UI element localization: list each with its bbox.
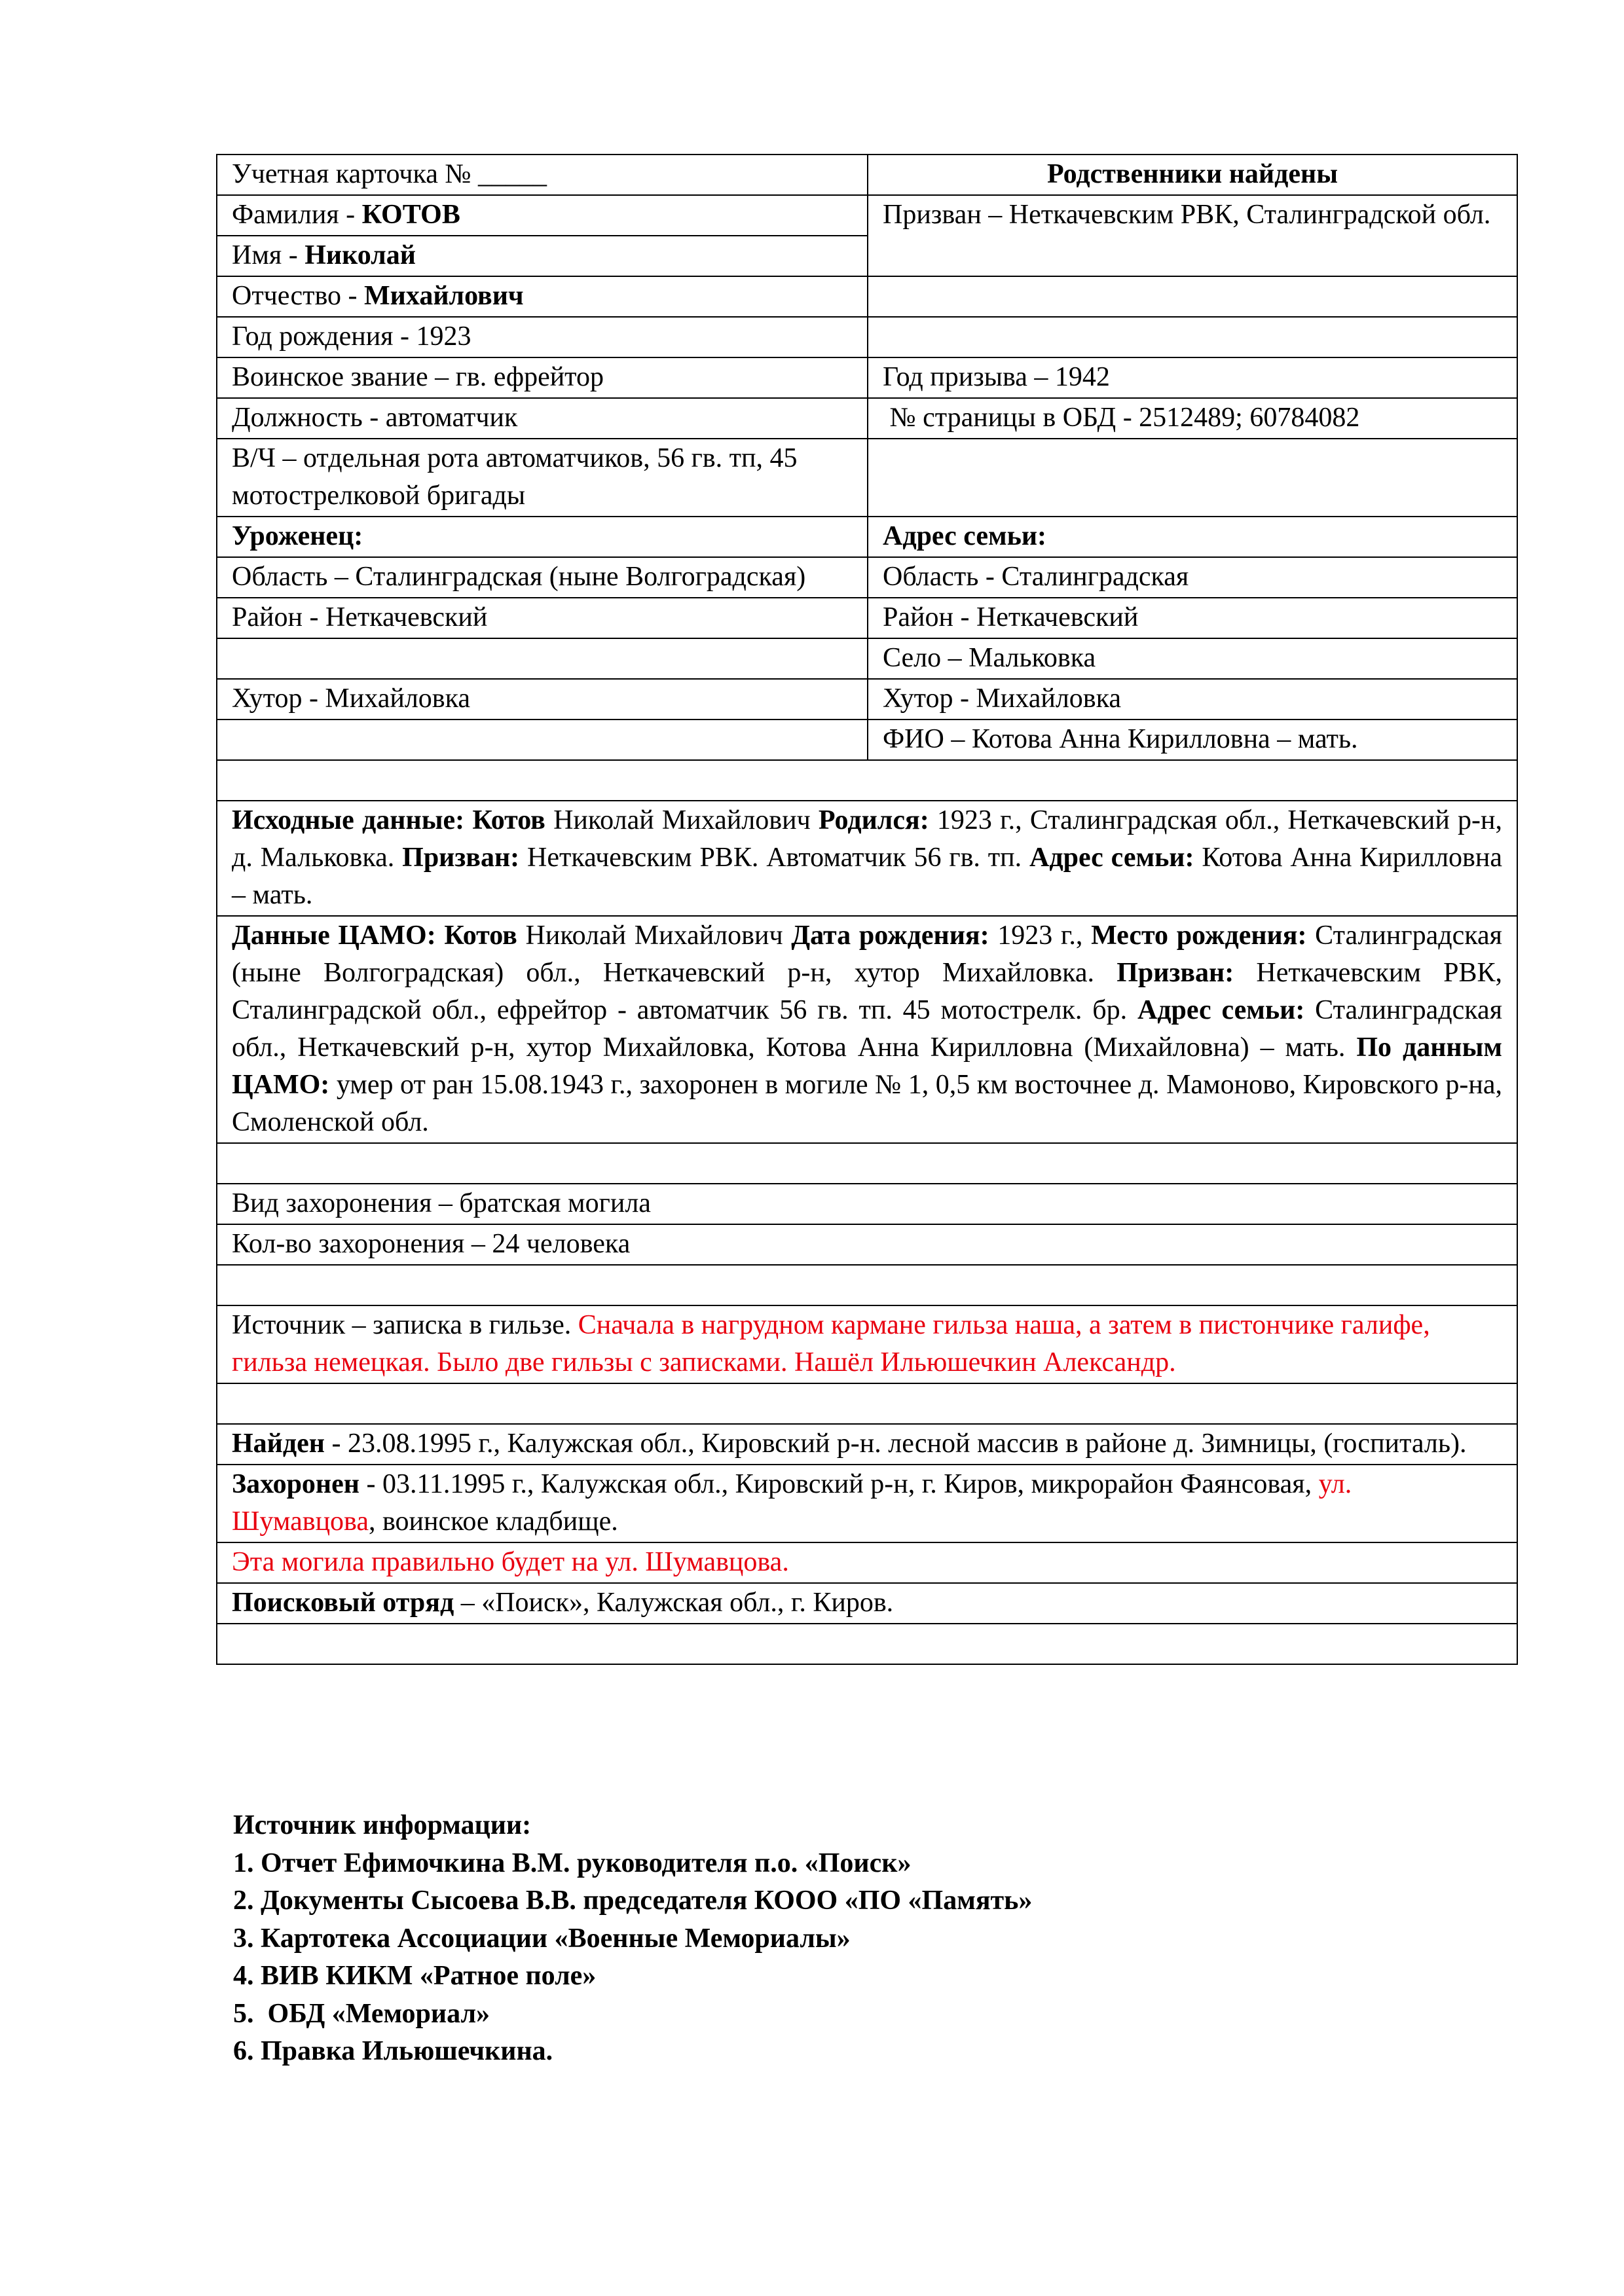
found-label: Найден xyxy=(232,1429,325,1459)
tsamo-text: умер от ран 15.08.1943 г., захоронен в могиле № 1, 0,5 км восточнее д. Мамоново, Кировского р-на, Смоленской обл. xyxy=(232,1070,1502,1137)
name-value: Николай xyxy=(304,240,416,270)
spacer-row xyxy=(217,1143,1517,1184)
buried-text: , воинское кладбище. xyxy=(368,1506,618,1537)
search-team-label: Поисковый отряд xyxy=(232,1588,454,1618)
birthplace-label: Место рождения: xyxy=(1091,920,1307,951)
tsamo-source-label: По данным ЦАМО: xyxy=(232,1032,1502,1100)
position: Должность - автоматчик xyxy=(217,398,868,439)
region-row xyxy=(217,557,1517,598)
search-team-row xyxy=(217,1583,1517,1624)
family-district: Район - Неткачевский xyxy=(868,598,1517,638)
source-data-paragraph xyxy=(217,801,1517,916)
patronymic-cell xyxy=(217,276,868,317)
origin-title: Уроженец: xyxy=(217,517,868,557)
family-region: Область - Сталинградская xyxy=(868,557,1517,598)
info-sources-list xyxy=(233,1807,1477,2071)
info-sources-title: Источник информации: xyxy=(233,1810,532,1840)
empty-cell xyxy=(868,276,1517,317)
source-data-text: Неткачевским РВК. Автоматчик 56 гв. тп. xyxy=(519,843,1030,873)
record-card-table xyxy=(216,154,1518,1665)
spacer-row xyxy=(217,760,1517,801)
family-village: Село – Мальковка xyxy=(868,638,1517,679)
tsamo-text: Николай Михайлович xyxy=(517,920,792,951)
origin-khutor: Хутор - Михайловка xyxy=(217,679,868,720)
street-name: ул. Шумавцова xyxy=(232,1469,1352,1537)
found-row xyxy=(217,1424,1517,1465)
spacer-row xyxy=(217,1383,1517,1424)
burial-count-row xyxy=(217,1224,1517,1265)
drafted-label: Призван: xyxy=(1116,958,1234,988)
surname-value: КОТОВ xyxy=(361,200,460,230)
card-number: _____ xyxy=(477,159,547,189)
info-source-item: 5. ОБД «Мемориал» xyxy=(233,1998,490,2029)
empty-cell xyxy=(217,720,868,760)
buried-text: - 03.11.1995 г., Калужская обл., Кировский р-н, г. Киров, микрорайон Фаянсовая, xyxy=(359,1469,1319,1499)
source-data-text: 1923 г., Сталинградская обл., Неткачевский р-н, д. Мальковка. xyxy=(232,805,1503,873)
drafted-by: Призван – Неткачевским РВК, Сталинградской обл. xyxy=(868,195,1517,276)
rank-row xyxy=(217,357,1517,398)
burial-type: Вид захоронения – братская могила xyxy=(217,1184,1517,1224)
patronymic-row xyxy=(217,276,1517,317)
card-number-label: Учетная карточка № xyxy=(232,159,478,189)
buried-label: Захоронен xyxy=(232,1469,360,1499)
section-titles-row xyxy=(217,517,1517,557)
position-row xyxy=(217,398,1517,439)
tsamo-text: Сталинградская (ныне Волгоградская) обл., Неткачевский р-н, хутор Михайловка. xyxy=(232,920,1502,988)
burial-type-row xyxy=(217,1184,1517,1224)
origin-district: Район - Неткачевский xyxy=(217,598,868,638)
info-source-item: 1. Отчет Ефимочкина В.М. руководителя п.о. «Поиск» xyxy=(233,1848,912,1878)
khutor-row xyxy=(217,679,1517,720)
note-row xyxy=(217,1305,1517,1383)
search-team-paragraph xyxy=(217,1583,1517,1624)
card-header-row xyxy=(217,155,1517,195)
surname-row xyxy=(217,195,1517,236)
military-rank: Воинское звание – гв. ефрейтор xyxy=(217,357,868,398)
village-row xyxy=(217,638,1517,679)
obd-pages: № страницы в ОБД - 2512489; 60784082 xyxy=(868,398,1517,439)
info-source-item: 4. ВИВ КИКМ «Ратное поле» xyxy=(233,1961,597,1991)
tsamo-surname: Котов xyxy=(435,920,517,951)
source-data-text: Николай Михайлович xyxy=(545,805,819,835)
surname-label: Фамилия - xyxy=(232,200,362,230)
draft-year: Год призыва – 1942 xyxy=(868,357,1517,398)
relative-fio-row xyxy=(217,720,1517,760)
tsamo-text: Сталинградская обл., Неткачевский р-н, хутор Михайловка, Котова Анна Кирилловна (Михайловна) – мать. xyxy=(232,995,1503,1063)
birth-year-row xyxy=(217,317,1517,357)
surname-cell xyxy=(217,195,868,236)
tsamo-paragraph xyxy=(217,916,1517,1143)
note-paragraph xyxy=(217,1305,1517,1383)
family-address-title: Адрес семьи: xyxy=(868,517,1517,557)
spacer-row xyxy=(217,1265,1517,1305)
spacer-row xyxy=(217,1624,1517,1664)
empty-cell xyxy=(868,439,1517,517)
unit-row xyxy=(217,439,1517,517)
found-paragraph xyxy=(217,1424,1517,1465)
military-unit: В/Ч – отдельная рота автоматчиков, 56 гв. тп, 45 мотострелковой бригады xyxy=(217,439,868,517)
district-row xyxy=(217,598,1517,638)
source-data-row xyxy=(217,801,1517,916)
empty-row xyxy=(217,1624,1517,1664)
card-number-cell xyxy=(217,155,868,195)
search-team-text: – «Поиск», Калужская обл., г. Киров. xyxy=(454,1588,894,1618)
note-source: Источник – записка в гильзе. xyxy=(232,1310,578,1340)
birth-date-label: Дата рождения: xyxy=(791,920,989,951)
tsamo-text: 1923 г., xyxy=(989,920,1092,951)
tsamo-row xyxy=(217,916,1517,1143)
found-text: - 23.08.1995 г., Калужская обл., Кировский р-н. лесной массив в районе д. Зимницы, (госпиталь). xyxy=(324,1429,1467,1459)
birth-year: Год рождения - 1923 xyxy=(217,317,868,357)
relatives-status: Родственники найдены xyxy=(868,155,1517,195)
empty-row xyxy=(217,760,1517,801)
name-label: Имя - xyxy=(232,240,305,270)
origin-region: Область – Сталинградская (ныне Волгоградская) xyxy=(217,557,868,598)
source-data-label: Исходные данные: xyxy=(232,805,465,835)
empty-cell xyxy=(868,317,1517,357)
empty-cell xyxy=(217,638,868,679)
address-label: Адрес семьи: xyxy=(1029,843,1194,873)
correction-row xyxy=(217,1542,1517,1583)
burial-count: Кол-во захоронения – 24 человека xyxy=(217,1224,1517,1265)
info-source-item: 3. Картотека Ассоциации «Военные Мемориалы» xyxy=(233,1923,851,1954)
info-source-item: 6. Правка Ильюшечкина. xyxy=(233,2036,553,2066)
empty-row xyxy=(217,1143,1517,1184)
buried-paragraph xyxy=(217,1465,1517,1542)
drafted-label: Призван: xyxy=(402,843,520,873)
buried-row xyxy=(217,1465,1517,1542)
born-label: Родился: xyxy=(818,805,929,835)
family-khutor: Хутор - Михайловка xyxy=(868,679,1517,720)
relative-fio: ФИО – Котова Анна Кирилловна – мать. xyxy=(868,720,1517,760)
source-data-surname: Котов xyxy=(464,805,545,835)
note-comment: Сначала в нагрудном кармане гильза наша, а затем в пистончике галифе, гильза немецкая. Было две гильзы с записками. Нашёл Ильюшечкин Александр. xyxy=(232,1310,1430,1377)
address-label: Адрес семьи: xyxy=(1137,995,1305,1025)
name-cell xyxy=(217,236,868,276)
tsamo-text: Неткачевским РВК, Сталинградской обл., ефрейтор - автоматчик 56 гв. тп. 45 мотострелк. бр. xyxy=(232,958,1502,1025)
tsamo-label: Данные ЦАМО: xyxy=(232,920,436,951)
patronymic-value: Михайлович xyxy=(364,281,524,311)
info-source-item: 2. Документы Сысоева В.В. председателя КООО «ПО «Память» xyxy=(233,1886,1033,1916)
correction-note: Эта могила правильно будет на ул. Шумавцова. xyxy=(217,1542,1517,1583)
source-data-text: Котова Анна Кирилловна – мать. xyxy=(232,843,1503,910)
empty-row xyxy=(217,1383,1517,1424)
patronymic-label: Отчество - xyxy=(232,281,365,311)
empty-row xyxy=(217,1265,1517,1305)
